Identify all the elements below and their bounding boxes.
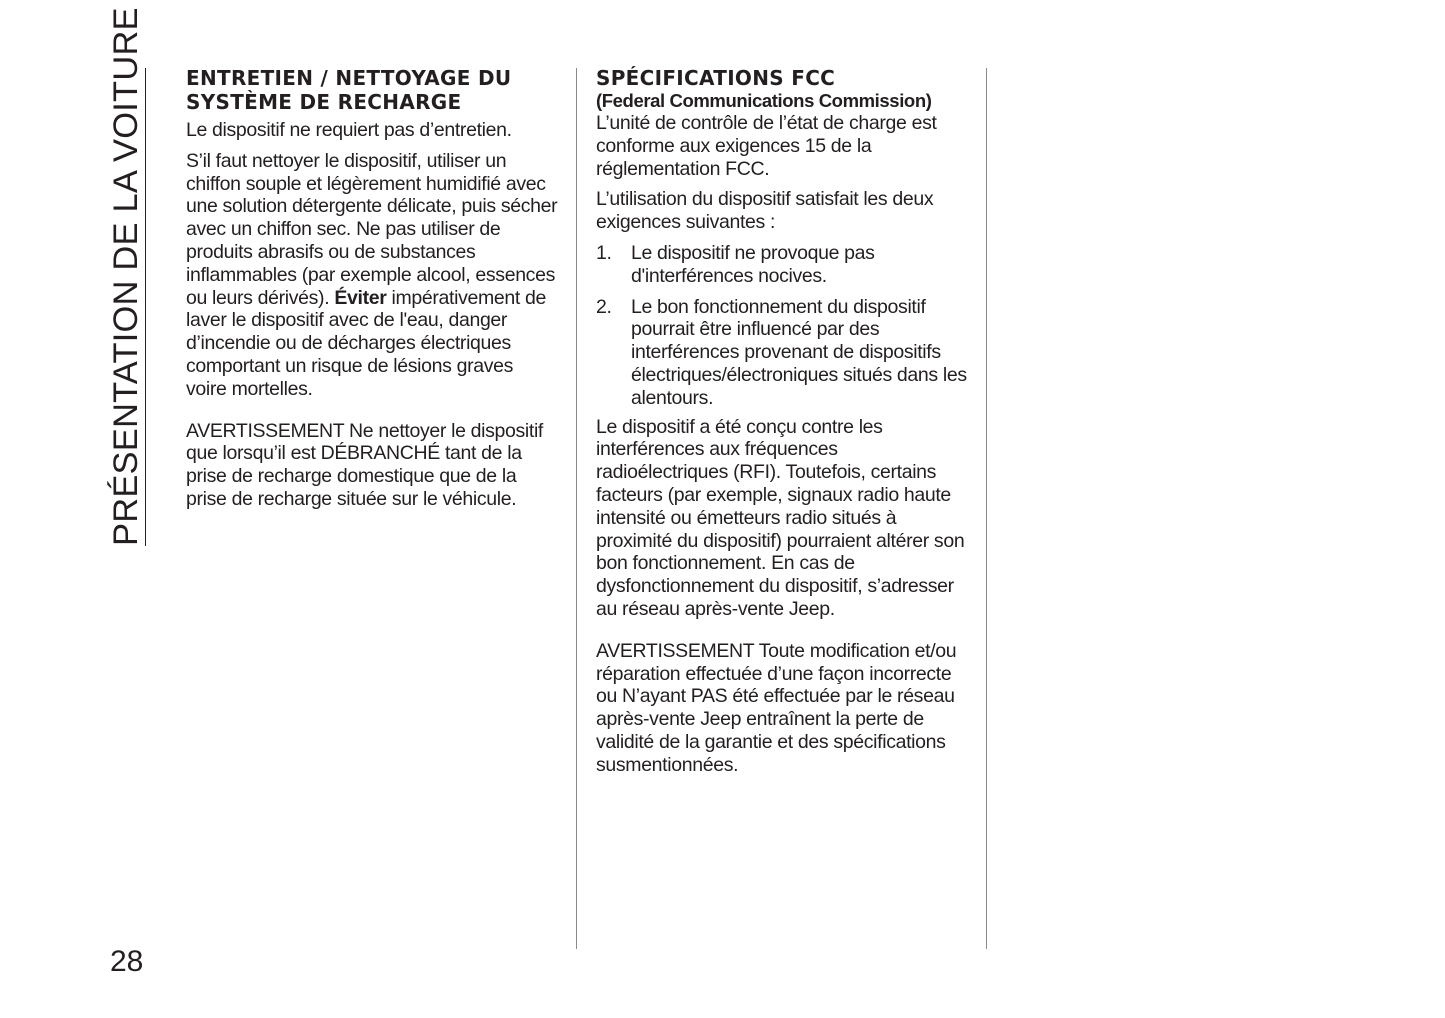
right-column bbox=[596, 66, 968, 777]
cleaning-warning: AVERTISSEMENT Ne nettoyer le dispositif que lorsqu’il est DÉBRANCHÉ tant de la prise de recharge domestique que de la prise de recharge située sur le véhicule. bbox=[186, 419, 543, 510]
right-margin-rule bbox=[986, 68, 987, 949]
fcc-subheading: (Federal Communications Commission) bbox=[596, 90, 932, 111]
section-title-vertical-wrap bbox=[104, 7, 150, 546]
page-number: 28 bbox=[110, 945, 144, 978]
list-item-number: 1. bbox=[596, 241, 612, 264]
fcc-heading: SPÉCIFICATIONS FCC bbox=[596, 66, 836, 90]
section-title-rule bbox=[145, 68, 146, 546]
list-item bbox=[596, 242, 968, 288]
maintenance-heading-line2: SYSTÈME DE RECHARGE bbox=[186, 90, 462, 114]
list-item-text: Le dispositif ne provoque pas d'interférences nocives. bbox=[631, 241, 875, 287]
cleaning-emphasis: Éviter bbox=[334, 286, 387, 309]
list-item-number: 2. bbox=[596, 295, 612, 318]
cleaning-instructions bbox=[186, 150, 558, 401]
list-item-text: Le bon fonctionnement du dispositif pourrait être influencé par des interférences provenant de dispositifs électriques/électroniques situés dans les alentours. bbox=[631, 295, 967, 409]
list-item bbox=[596, 296, 968, 410]
cleaning-text-cont: impérativement de laver le dispositif avec de l'eau, danger d’incendie ou de décharges électriques comportant un risque de lésions graves voire mortelles. bbox=[186, 286, 546, 400]
fcc-requirements-intro: L’utilisation du dispositif satisfait les deux exigences suivantes : bbox=[596, 188, 934, 234]
column-divider bbox=[576, 68, 577, 949]
maintenance-heading bbox=[186, 66, 558, 114]
section-title-vertical: PRÉSENTATION DE LA VOITURE bbox=[107, 7, 145, 546]
left-column bbox=[186, 66, 558, 511]
cleaning-text: S’il faut nettoyer le dispositif, utiliser un chiffon souple et légèrement humidifié avec une solution détergente délicate, puis sécher avec un chiffon sec. Ne pas utiliser de produits abrasifs ou de substances inflammables (par exemple alcool, essences ou leurs dérivés). bbox=[186, 149, 558, 309]
fcc-warning: AVERTISSEMENT Toute modification et/ou réparation effectuée d’une façon incorrecte ou N’ayant PAS été effectuée par le réseau après-vente Jeep entraînent la perte de validité de la garantie et des spécifications susmentionnées. bbox=[596, 639, 957, 776]
maintenance-intro: Le dispositif ne requiert pas d’entretien. bbox=[186, 119, 512, 141]
rfi-paragraph: Le dispositif a été conçu contre les interférences aux fréquences radioélectriques (RFI). Toutefois, certains facteurs (par exemple, signaux radio haute intensité ou émetteurs radio situés à proximité du dispositif) pourraient altérer son bon fonctionnement. En cas de dysfonctionnement du dispositif, s’adresser au réseau après-vente Jeep. bbox=[596, 415, 965, 620]
fcc-requirements-list bbox=[596, 242, 968, 410]
fcc-compliance-text: L’unité de contrôle de l’état de charge est conforme aux exigences 15 de la réglementation FCC. bbox=[596, 112, 937, 180]
maintenance-heading-line1: ENTRETIEN / NETTOYAGE DU bbox=[186, 66, 512, 90]
